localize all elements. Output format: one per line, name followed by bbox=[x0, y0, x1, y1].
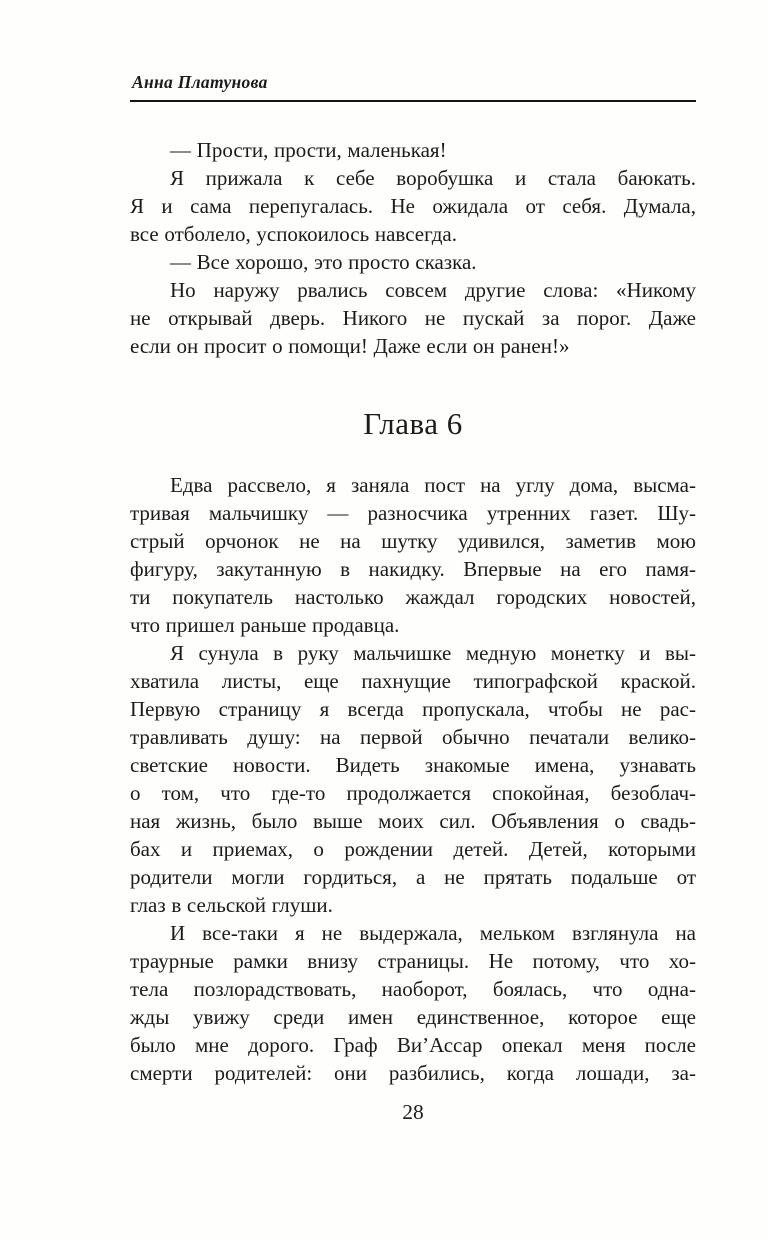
text-line: Едва рассвело, я заняла пост на углу дома, высма- bbox=[170, 473, 696, 497]
text-line: И все-таки я не выдержала, мельком взглянула на bbox=[170, 921, 696, 945]
paragraph bbox=[130, 248, 696, 276]
text-line: траурные рамки внизу страницы. Не потому, что хо- bbox=[130, 949, 696, 973]
text-line: если он просит о помощи! Даже если он ранен!» bbox=[130, 334, 570, 358]
paragraph bbox=[130, 639, 696, 919]
text-line: Я и сама перепугалась. Не ожидала от себя. Думала, bbox=[130, 194, 696, 218]
text-line: хватила листы, еще пахнущие типографской краской. bbox=[130, 669, 696, 693]
text-line: что пришел раньше продавца. bbox=[130, 613, 400, 637]
header-rule bbox=[130, 100, 696, 102]
text-line: — Все хорошо, это просто сказка. bbox=[170, 250, 477, 274]
text-line: не открывай дверь. Никого не пускай за порог. Даже bbox=[130, 306, 696, 330]
text-line: тривая мальчишку — разносчика утренних газет. Шу- bbox=[130, 501, 696, 525]
text-line: ти покупатель настолько жаждал городских новостей, bbox=[130, 585, 696, 609]
author-name: Анна Платунова bbox=[132, 72, 268, 92]
chapter-heading: Глава 6 bbox=[363, 406, 463, 441]
text-line: жды увижу среди имен единственное, которое еще bbox=[130, 1005, 696, 1029]
text-line: — Прости, прости, маленькая! bbox=[170, 138, 447, 162]
page-footer bbox=[130, 1100, 696, 1125]
text-line: Первую страницу я всегда пропускала, чтобы не рас- bbox=[130, 697, 696, 721]
text-line: родители могли гордиться, а не прятать подальше от bbox=[130, 865, 696, 889]
text-line: Но наружу рвались совсем другие слова: «Никому bbox=[170, 278, 696, 302]
text-line: о том, что где-то продолжается спокойная, безоблач- bbox=[130, 781, 696, 805]
text-line: тела позлорадствовать, наоборот, боялась, что одна- bbox=[130, 977, 696, 1001]
text-line: фигуру, закутанную в накидку. Впервые на его памя- bbox=[130, 557, 696, 581]
text-line: травливать душу: на первой обычно печатали велико- bbox=[130, 725, 696, 749]
paragraph bbox=[130, 276, 696, 360]
text-line: стрый орчонок не на шутку удивился, заметив мою bbox=[130, 529, 696, 553]
text-line: бах и приемах, о рождении детей. Детей, которыми bbox=[130, 837, 696, 861]
paragraph bbox=[130, 136, 696, 164]
text-line: ная жизнь, было выше моих сил. Объявления о свадь- bbox=[130, 809, 696, 833]
paragraph bbox=[130, 471, 696, 639]
paragraph bbox=[130, 919, 696, 1087]
running-header bbox=[130, 72, 696, 102]
text-line: все отболело, успокоилось навсегда. bbox=[130, 222, 457, 246]
text-line: светские новости. Видеть знакомые имена, узнавать bbox=[130, 753, 696, 777]
paragraph bbox=[130, 164, 696, 248]
text-line: Я прижала к себе воробушка и стала баюкать. bbox=[170, 166, 696, 190]
text-line: Я сунула в руку мальчишке медную монетку и вы- bbox=[170, 641, 696, 665]
page-number: 28 bbox=[402, 1100, 424, 1124]
text-line: было мне дорого. Граф Ви’Ассар опекал меня после bbox=[130, 1033, 696, 1057]
page-body bbox=[130, 136, 696, 1087]
text-line: глаз в сельской глуши. bbox=[130, 893, 333, 917]
text-line: смерти родителей: они разбились, когда лошади, за- bbox=[130, 1061, 696, 1085]
